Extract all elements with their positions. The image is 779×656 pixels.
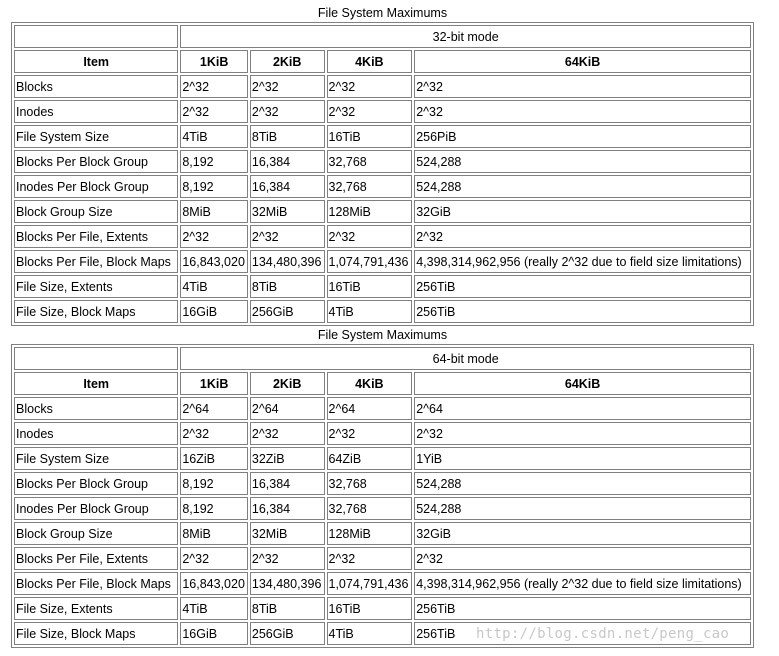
table-row	[14, 572, 751, 595]
table-cell: 16GiB	[180, 622, 248, 645]
table-caption: File System Maximums	[317, 6, 448, 20]
table-cell: 2^64	[414, 397, 751, 420]
table-cell: 16TiB	[327, 125, 413, 148]
table-cell: 2^32	[250, 75, 325, 98]
table-cell: 2^32	[327, 422, 413, 445]
table-cell: 16,384	[250, 472, 325, 495]
table-cell: 2^32	[180, 422, 248, 445]
row-label: Blocks Per File, Extents	[14, 547, 178, 570]
table-cell: 256TiB	[414, 622, 751, 645]
table-cell: 2^32	[250, 100, 325, 123]
table-cell: 256PiB	[414, 125, 751, 148]
row-label: Inodes	[14, 422, 178, 445]
table-cell: 16,843,020	[180, 250, 248, 273]
table-cell: 2^32	[414, 100, 751, 123]
table-cell: 32,768	[327, 497, 413, 520]
table-row	[14, 547, 751, 570]
table-row	[14, 397, 751, 420]
mode-row	[14, 347, 751, 370]
table-cell: 2^32	[250, 547, 325, 570]
table-cell: 2^64	[180, 397, 248, 420]
table-cell: 32GiB	[414, 200, 751, 223]
table-cell: 8,192	[180, 175, 248, 198]
row-label: File System Size	[14, 125, 178, 148]
table-row	[14, 275, 751, 298]
column-header-block-size: 2KiB	[250, 372, 325, 395]
table-cell: 524,288	[414, 472, 751, 495]
row-label: Inodes	[14, 100, 178, 123]
table-row	[14, 100, 751, 123]
column-header-item: Item	[14, 372, 178, 395]
table-row	[14, 472, 751, 495]
table-cell: 8TiB	[250, 125, 325, 148]
table-cell: 134,480,396	[250, 250, 325, 273]
row-label: File Size, Extents	[14, 597, 178, 620]
row-label: Blocks Per Block Group	[14, 150, 178, 173]
row-label: Blocks Per File, Block Maps	[14, 572, 178, 595]
row-label: Blocks Per Block Group	[14, 472, 178, 495]
table-row	[14, 250, 751, 273]
watermark: http://blog.csdn.net/peng_cao	[476, 626, 730, 642]
table-cell: 8,192	[180, 497, 248, 520]
column-header-block-size: 2KiB	[250, 50, 325, 73]
table-cell: 4TiB	[180, 275, 248, 298]
row-label: Inodes Per Block Group	[14, 497, 178, 520]
table-cell: 2^32	[414, 422, 751, 445]
tables-container	[11, 4, 754, 648]
table-row	[14, 422, 751, 445]
table-cell: 1,074,791,436	[327, 250, 413, 273]
table-64bit-mode	[11, 344, 754, 648]
column-header-block-size: 64KiB	[414, 50, 751, 73]
table-cell: 2^32	[327, 225, 413, 248]
empty-cell	[14, 25, 178, 48]
row-label: Block Group Size	[14, 200, 178, 223]
table-cell: 32,768	[327, 472, 413, 495]
table-cell: 32,768	[327, 150, 413, 173]
table-cell: 1,074,791,436	[327, 572, 413, 595]
table-cell: 256TiB	[414, 300, 751, 323]
row-label: Inodes Per Block Group	[14, 175, 178, 198]
table-cell: 32MiB	[250, 200, 325, 223]
table-cell: 2^32	[414, 75, 751, 98]
table-cell: 2^32	[180, 75, 248, 98]
table-cell: 32ZiB	[250, 447, 325, 470]
table-cell: 256TiB	[414, 597, 751, 620]
table-cell: 4TiB	[327, 622, 413, 645]
table-cell: 8TiB	[250, 597, 325, 620]
row-label: Blocks Per File, Block Maps	[14, 250, 178, 273]
header-row	[14, 50, 751, 73]
table-cell: 8,192	[180, 150, 248, 173]
table-cell: 32GiB	[414, 522, 751, 545]
table-row	[14, 225, 751, 248]
table-row	[14, 447, 751, 470]
table-cell: 8,192	[180, 472, 248, 495]
mode-label: 32-bit mode	[180, 25, 751, 48]
table-cell: 8MiB	[180, 522, 248, 545]
empty-cell	[14, 347, 178, 370]
table-cell: 8TiB	[250, 275, 325, 298]
table-cell: 8MiB	[180, 200, 248, 223]
table-cell: 2^64	[250, 397, 325, 420]
table-cell: 32,768	[327, 175, 413, 198]
table-cell: 256GiB	[250, 622, 325, 645]
column-header-block-size: 4KiB	[327, 372, 413, 395]
table-row	[14, 622, 751, 645]
column-header-block-size: 1KiB	[180, 372, 248, 395]
table-cell: 128MiB	[327, 200, 413, 223]
table-cell: 32MiB	[250, 522, 325, 545]
table-cell: 64ZiB	[327, 447, 413, 470]
table-cell: 524,288	[414, 175, 751, 198]
table-cell: 2^32	[250, 422, 325, 445]
table-row	[14, 125, 751, 148]
table-row	[14, 75, 751, 98]
table-cell: 4TiB	[327, 300, 413, 323]
table-cell: 2^32	[327, 100, 413, 123]
mode-label: 64-bit mode	[180, 347, 751, 370]
table-cell: 16,384	[250, 497, 325, 520]
table-cell: 4TiB	[180, 125, 248, 148]
table-cell: 134,480,396	[250, 572, 325, 595]
table-row	[14, 300, 751, 323]
table-row	[14, 175, 751, 198]
mode-row	[14, 25, 751, 48]
row-label: Blocks Per File, Extents	[14, 225, 178, 248]
row-label: Block Group Size	[14, 522, 178, 545]
row-label: Blocks	[14, 397, 178, 420]
row-label: File Size, Extents	[14, 275, 178, 298]
row-label: File Size, Block Maps	[14, 622, 178, 645]
column-header-block-size: 1KiB	[180, 50, 248, 73]
table-cell: 256TiB	[414, 275, 751, 298]
table-cell: 524,288	[414, 150, 751, 173]
table-cell: 16TiB	[327, 597, 413, 620]
table-cell: 128MiB	[327, 522, 413, 545]
table-caption: File System Maximums	[317, 328, 448, 342]
table-cell: 2^32	[180, 225, 248, 248]
header-row	[14, 372, 751, 395]
table-cell: 2^32	[250, 225, 325, 248]
column-header-block-size: 4KiB	[327, 50, 413, 73]
table-cell: 16GiB	[180, 300, 248, 323]
table-cell: 4,398,314,962,956 (really 2^32 due to field size limitations)	[414, 572, 751, 595]
table-cell: 2^32	[327, 547, 413, 570]
table-cell: 16ZiB	[180, 447, 248, 470]
table-cell: 16,384	[250, 175, 325, 198]
table-cell: 2^32	[180, 547, 248, 570]
column-header-block-size: 64KiB	[414, 372, 751, 395]
row-label: Blocks	[14, 75, 178, 98]
table-cell: 2^64	[327, 397, 413, 420]
table-cell: 2^32	[414, 225, 751, 248]
row-label: File System Size	[14, 447, 178, 470]
table-32bit-mode	[11, 22, 754, 326]
table-row	[14, 497, 751, 520]
table-cell: 2^32	[180, 100, 248, 123]
column-header-item: Item	[14, 50, 178, 73]
document	[11, 4, 754, 648]
table-cell: 16TiB	[327, 275, 413, 298]
table-cell: 1YiB	[414, 447, 751, 470]
table-row	[14, 150, 751, 173]
table-row	[14, 522, 751, 545]
table-cell: 4TiB	[180, 597, 248, 620]
row-label: File Size, Block Maps	[14, 300, 178, 323]
table-cell: 4,398,314,962,956 (really 2^32 due to field size limitations)	[414, 250, 751, 273]
table-cell: 524,288	[414, 497, 751, 520]
table-cell: 2^32	[327, 75, 413, 98]
table-cell: 256GiB	[250, 300, 325, 323]
table-row	[14, 597, 751, 620]
table-cell: 16,843,020	[180, 572, 248, 595]
table-cell: 16,384	[250, 150, 325, 173]
table-cell: 2^32	[414, 547, 751, 570]
table-row	[14, 200, 751, 223]
